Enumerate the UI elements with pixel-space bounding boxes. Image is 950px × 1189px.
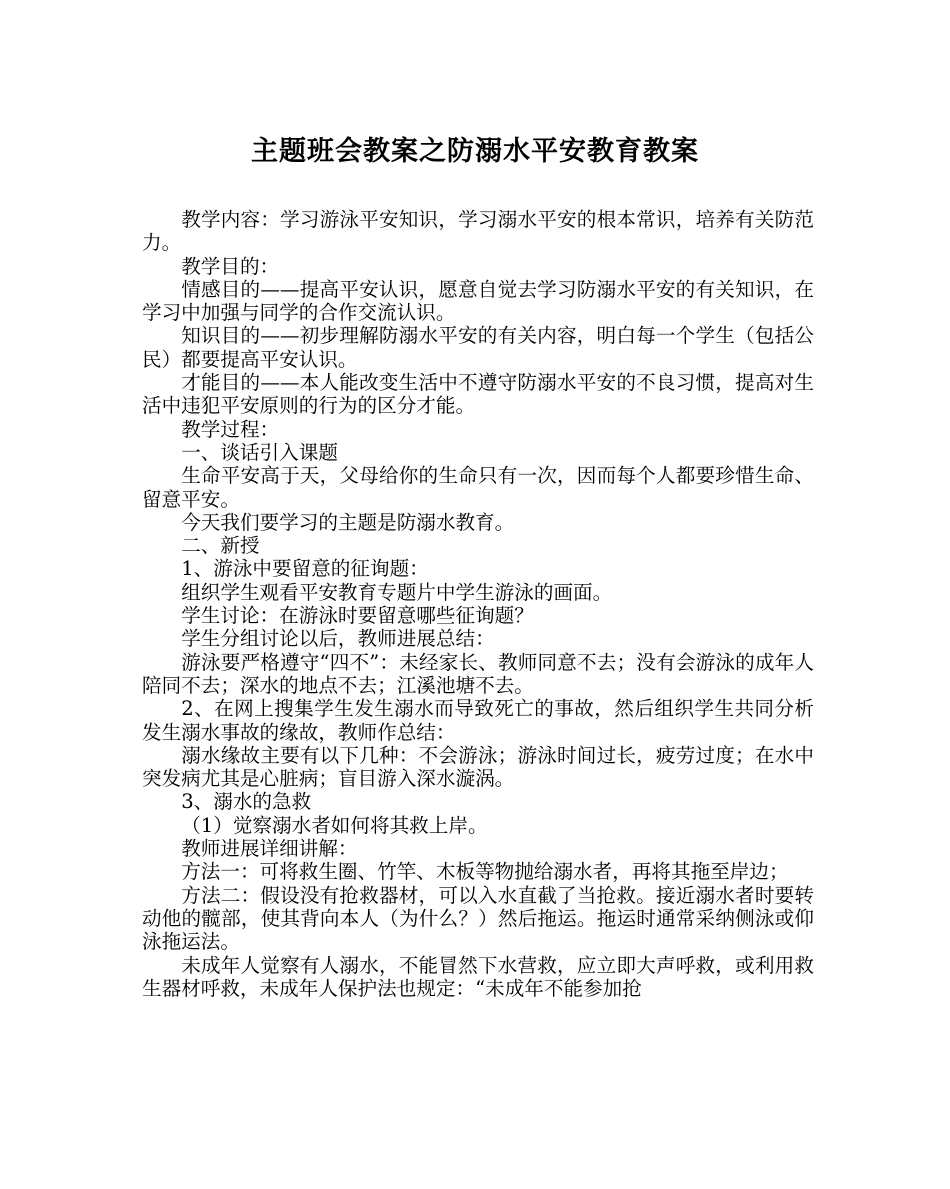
paragraph: 2、在网上搜集学生发生溺水而导致死亡的事故，然后组织学生共同分析发生溺水事故的缘故，教师作总结： (142, 697, 814, 744)
paragraph: 教学目的： (181, 254, 280, 278)
document-title: 主题班会教案之防溺水平安教育教案 (251, 136, 699, 167)
paragraph: 才能目的——本人能改变生活中不遵守防溺水平安的不良习惯，提高对生活中违犯平安原则的行为的区分才能。 (142, 371, 814, 418)
paragraph: 3、溺水的急救 (181, 790, 312, 814)
paragraph: 学生分组讨论以后，教师进展总结： (181, 627, 495, 651)
paragraph: 方法二：假设没有抢救器材，可以入水直截了当抢救。接近溺水者时要转动他的髋部，使其背向本人（为什么？）然后拖运。拖运时通常采纳侧泳或仰泳拖运法。 (142, 883, 814, 954)
paragraph: 游泳要严格遵守“四不”：未经家长、教师同意不去；没有会游泳的成年人陪同不去；深水的地点不去；江溪池塘不去。 (142, 650, 814, 697)
paragraph: 未成年人觉察有人溺水，不能冒然下水营救，应立即大声呼救，或利用救生器材呼救，未成年人保护法也规定：“未成年不能参加抢 (142, 953, 814, 1000)
paragraph: 组织学生观看平安教育专题片中学生游泳的画面。 (181, 580, 613, 604)
paragraph: 教学内容：学习游泳平安知识，学习溺水平安的根本常识，培养有关防范力。 (142, 208, 814, 255)
paragraph: （1）觉察溺水者如何将其救上岸。 (181, 813, 488, 837)
paragraph: 二、新授 (181, 534, 260, 558)
paragraph: 教学过程： (181, 417, 280, 441)
paragraph: 知识目的——初步理解防溺水平安的有关内容，明白每一个学生（包括公民）都要提高平安认识。 (142, 324, 814, 371)
paragraph: 今天我们要学习的主题是防溺水教育。 (181, 510, 515, 534)
paragraph: 学生讨论：在游泳时要留意哪些征询题？ (181, 604, 534, 628)
paragraph: 方法一：可将救生圈、竹竿、木板等物抛给溺水者，再将其拖至岸边； (181, 860, 789, 884)
paragraph: 一、谈话引入课题 (181, 440, 338, 464)
paragraph: 情感目的——提高平安认识，愿意自觉去学习防溺水平安的有关知识，在学习中加强与同学的合作交流认识。 (142, 277, 814, 325)
document-body (142, 208, 814, 1000)
paragraph: 生命平安高于天，父母给你的生命只有一次，因而每个人都要珍惜生命、留意平安。 (142, 464, 814, 511)
paragraph: 教师进展详细讲解： (181, 837, 358, 861)
paragraph: 1、游泳中要留意的征询题： (181, 557, 429, 581)
paragraph: 溺水缘故主要有以下几种：不会游泳；游泳时间过长，疲劳过度；在水中突发病尤其是心脏病；盲目游入深水漩涡。 (142, 743, 814, 791)
